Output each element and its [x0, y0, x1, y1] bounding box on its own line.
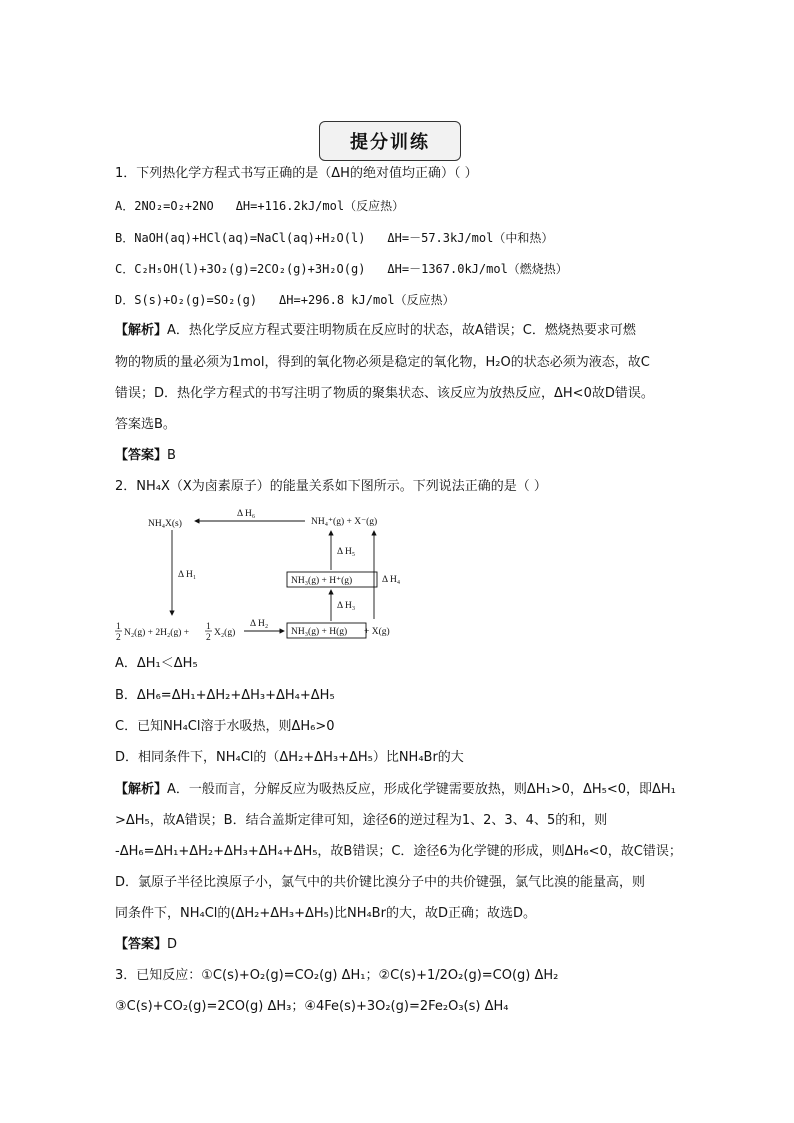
q1-analysis-line-3: 错误；D．热化学方程式的书写注明了物质的聚集状态、该反应为放热反应，ΔH<0故D错误。	[115, 386, 654, 401]
q3-line-2: ③C(s)+CO₂(g)=2CO(g) ΔH₃；④4Fe(s)+3O₂(g)=2Fe₂O₃(s) ΔH₄	[115, 999, 509, 1014]
frac1-num: 1	[116, 622, 121, 632]
q2-analysis-line-3: -ΔH₆=ΔH₁+ΔH₂+ΔH₃+ΔH₄+ΔH₅，故B错误；C．途径6为化学键的形成，则ΔH₆<0，故C错误；	[115, 844, 682, 859]
diagram-x2: X₂(g)	[214, 628, 236, 638]
diagram-nh3-hplus: NH₃(g) + H⁺(g)	[291, 576, 353, 586]
diagram-ions: NH₄⁺(g) + X⁻(g)	[311, 517, 378, 527]
energy-diagram	[112, 505, 412, 645]
label-dh1: Δ H₁	[178, 570, 197, 580]
label-dh6: Δ H₆	[237, 509, 256, 519]
answer-label: 【答案】	[115, 448, 168, 463]
q2-analysis-line-4: D．氯原子半径比溴原子小，氯气中的共价键比溴分子中的共价键强，氯气比溴的能量高，则	[115, 875, 646, 890]
frac1-den: 2	[116, 633, 121, 643]
label-dh5: Δ H₅	[337, 547, 356, 557]
label-dh3: Δ H₃	[337, 601, 356, 611]
analysis-label: 【解析】	[115, 782, 168, 797]
analysis-label: 【解析】	[115, 323, 168, 338]
q1-option-b: B．NaOH(aq)+HCl(aq)=NaCl(aq)+H₂O(l) ΔH=－57.3kJ/mol（中和热）	[115, 231, 554, 245]
q1-analysis-line-4: 答案选B。	[115, 417, 176, 432]
q1-analysis-line-2: 物的物质的量必须为1mol，得到的氧化物必须是稳定的氧化物，H₂O的状态必须为液态，故C	[115, 355, 650, 370]
diagram-x-g: + X(g)	[364, 627, 390, 637]
q2-option-a: A．ΔH₁＜ΔH₅	[115, 656, 198, 671]
q1-option-a: A．2NO₂=O₂+2NO ΔH=+116.2kJ/mol（反应热）	[115, 199, 405, 213]
q1-option-c: C．C₂H₅OH(l)+3O₂(g)=2CO₂(g)+3H₂O(g) ΔH=－1367.0kJ/mol（燃烧热）	[115, 262, 568, 276]
answer-label: 【答案】	[115, 937, 168, 952]
q1-stem: 1．下列热化学方程式书写正确的是（ΔH的绝对值均正确）（ ）	[115, 166, 478, 181]
q2-analysis-line-1: 【解析】A．一般而言，分解反应为吸热反应，形成化学键需要放热，则ΔH₁>0，ΔH₅<0，即ΔH₁	[115, 782, 676, 797]
diagram-nh4x: NH₄X(s)	[148, 519, 182, 529]
q2-option-c: C．已知NH₄Cl溶于水吸热，则ΔH₆>0	[115, 719, 335, 734]
q1-option-d: D．S(s)+O₂(g)=SO₂(g) ΔH=+296.8 kJ/mol（反应热）	[115, 293, 455, 307]
q2-stem: 2．NH₄X（X为卤素原子）的能量关系如下图所示。下列说法正确的是（ ）	[115, 479, 547, 494]
q2-option-b: B．ΔH₆=ΔH₁+ΔH₂+ΔH₃+ΔH₄+ΔH₅	[115, 688, 335, 703]
q1-analysis-line-1: 【解析】A．热化学反应方程式要注明物质在反应时的状态，故A错误；C．燃烧热要求可燃	[115, 323, 636, 338]
q2-analysis-line-5: 同条件下，NH₄Cl的(ΔH₂+ΔH₃+ΔH₅)比NH₄Br的大，故D正确；故选D。	[115, 906, 536, 921]
section-title: 提分训练	[319, 121, 461, 161]
diagram-nh3-h: NH₃(g) + H(g)	[291, 627, 348, 637]
q3-line-1: 3．已知反应：①C(s)+O₂(g)=CO₂(g) ΔH₁；②C(s)+1/2O₂(g)=CO(g) ΔH₂	[115, 968, 559, 983]
q1-answer: 【答案】B	[115, 448, 176, 463]
label-dh2: Δ H₂	[250, 619, 269, 629]
diagram-left-bottom: N₂(g) + 2H₂(g) +	[124, 628, 190, 638]
q2-answer: 【答案】D	[115, 937, 178, 952]
frac2-num: 1	[206, 622, 211, 632]
frac2-den: 2	[206, 633, 211, 643]
q2-analysis-line-2: >ΔH₅，故A错误；B．结合盖斯定律可知，途径6的逆过程为1、2、3、4、5的和，则	[115, 813, 608, 828]
q2-option-d: D．相同条件下，NH₄Cl的（ΔH₂+ΔH₃+ΔH₅）比NH₄Br的大	[115, 750, 464, 765]
label-dh4: Δ H₄	[382, 575, 401, 585]
